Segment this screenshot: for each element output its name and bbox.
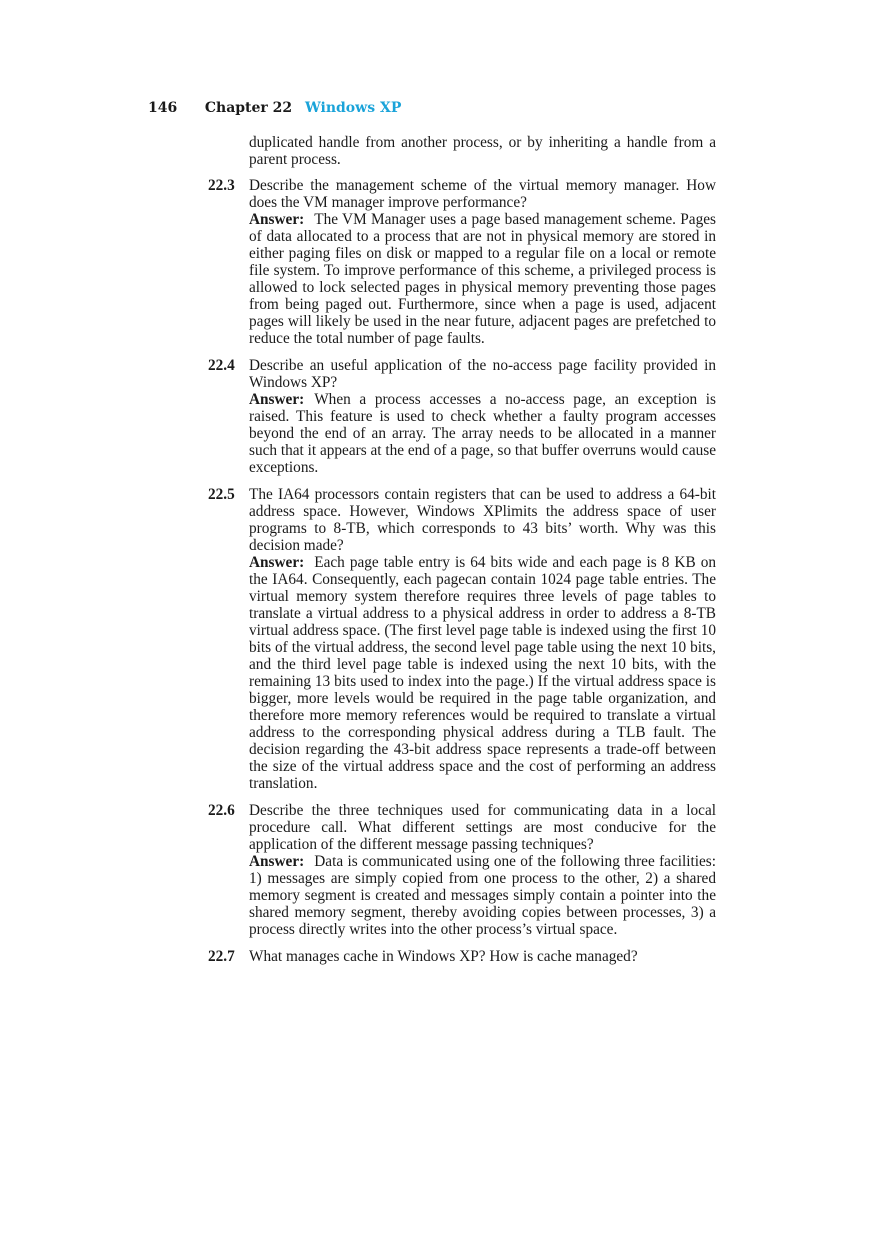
exercise-22-7 (208, 948, 716, 965)
exercise-answer (249, 391, 716, 476)
answer-text: Each page table entry is 64 bits wide and each page is 8 KB on the IA64. Consequently, each pagecan contain 1024 page table entries. The virtual memory system therefore requires three levels of page tables to translate a virtual address to a physical address in order to address a 8-TB virtual address space. (The first level page table is indexed using the first 10 bits of the virtual address, the second level page table using the next 10 bits, and the third level page table is indexed using the next 10 bits, with the remaining 13 bits used to index into the page.) If the virtual address space is bigger, more levels would be required in the page table organization, and therefore more memory references would be required to translate a virtual address to the corresponding physical address during a TLB fault. The decision regarding the 43-bit address space represents a trade-off between the size of the virtual address space and the cost of performing an address translation. (249, 554, 716, 792)
exercise-answer (249, 554, 716, 792)
exercise-question: Describe the three techniques used for communicating data in a local procedure call. What different settings are most conducive for the application of the different message passing techniques? (249, 802, 716, 853)
answer-text: When a process accesses a no-access page, an exception is raised. This feature is used to check whether a faulty program accesses beyond the end of an array. The array needs to be allocated in a manner such that it appears at the end of a page, so that buffer overruns would cause exceptions. (249, 391, 716, 476)
answer-label: Answer: (249, 853, 305, 870)
exercise-number: 22.6 (208, 802, 235, 819)
answer-label: Answer: (249, 211, 305, 228)
exercise-22-4 (208, 357, 716, 476)
exercise-number: 22.3 (208, 177, 235, 194)
answer-label: Answer: (249, 554, 305, 571)
answer-text: Data is communicated using one of the following three facilities: 1) messages are simply copied from one process to the other, 2) a shared memory segment is created and messages simply contain a pointer into the shared memory segment, thereby avoiding copies between processes, 3) a process directly writes into the other process’s virtual space. (249, 853, 716, 938)
page-content (208, 134, 716, 975)
continuation-paragraph: duplicated handle from another process, or by inheriting a handle from a parent process. (249, 134, 716, 168)
exercise-question: Describe an useful application of the no-access page facility provided in Windows XP? (249, 357, 716, 391)
exercise-22-5 (208, 486, 716, 792)
exercise-answer (249, 853, 716, 938)
exercise-number: 22.5 (208, 486, 235, 503)
exercise-22-3 (208, 177, 716, 347)
exercise-number: 22.4 (208, 357, 235, 374)
chapter-label: Chapter 22 (204, 100, 293, 116)
exercise-22-6 (208, 802, 716, 938)
chapter-title: Windows XP (305, 100, 402, 116)
page-header (148, 100, 401, 116)
exercise-number: 22.7 (208, 948, 235, 965)
exercise-question: Describe the management scheme of the virtual memory manager. How does the VM manager improve performance? (249, 177, 716, 211)
exercise-answer (249, 211, 716, 347)
exercise-question: What manages cache in Windows XP? How is cache managed? (249, 948, 638, 965)
exercise-question: The IA64 processors contain registers that can be used to address a 64-bit address space. However, Windows XPlimits the address space of user programs to 8-TB, which corresponds to 43 bits’ worth. Why was this decision made? (249, 486, 716, 554)
answer-label: Answer: (249, 391, 305, 408)
page-number: 146 (148, 100, 178, 116)
answer-text: The VM Manager uses a page based management scheme. Pages of data allocated to a process that are not in physical memory are stored in either paging files on disk or mapped to a regular file on a local or remote file system. To improve performance of this scheme, a privileged process is allowed to lock selected pages in physical memory preventing those pages from being paged out. Furthermore, since when a page is used, adjacent pages will likely be used in the near future, adjacent pages are prefetched to reduce the total number of page faults. (249, 211, 716, 347)
